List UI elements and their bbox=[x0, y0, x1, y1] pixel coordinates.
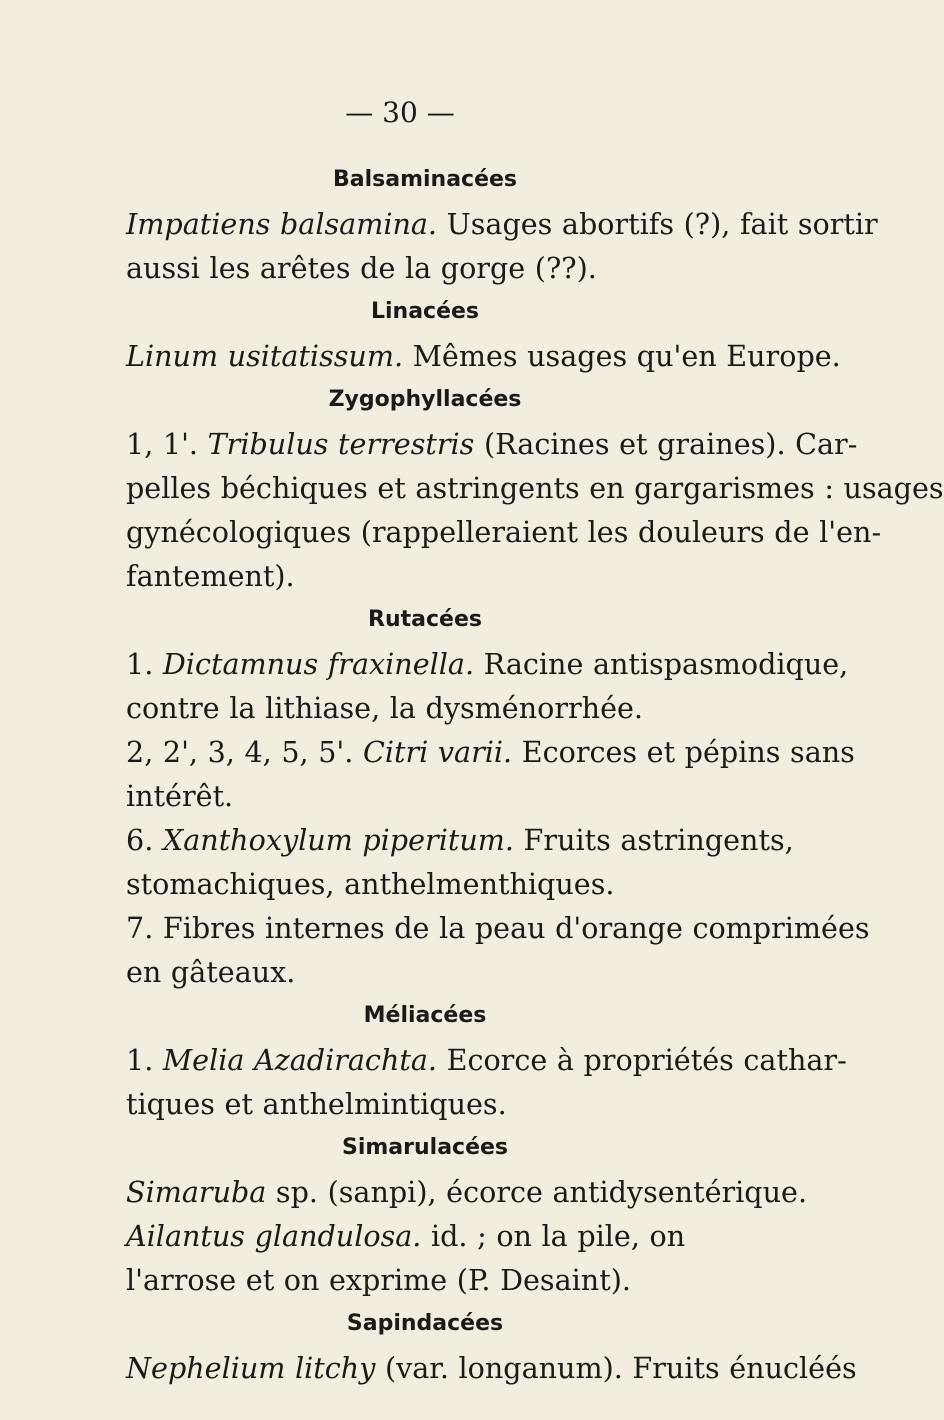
entry-nephelium: Nephelium litchy (var. longanum). Fruits énucléés bbox=[126, 1351, 857, 1385]
section-heading: Méliacées bbox=[363, 1003, 487, 1028]
entry-linum: Linum usitatissum. Mêmes usages qu'en Europe. bbox=[126, 339, 841, 373]
entry-citri: 2, 2', 3, 4, 5, 5'. Citri varii. Ecorces et pépins sans intérêt. bbox=[126, 735, 855, 813]
section-heading: Simarulacées bbox=[341, 1135, 509, 1160]
entry-dictamnus: 1. Dictamnus fraxinella. Racine antispasmodique, contre la lithiase, la dysménorrhée. bbox=[126, 647, 849, 725]
section-heading: Rutacées bbox=[368, 607, 482, 632]
content bbox=[105, 158, 944, 1390]
page-number: — 30 — bbox=[345, 96, 455, 129]
section-heading: Balsaminacées bbox=[332, 167, 518, 192]
section-heading: Sapindacées bbox=[346, 1311, 504, 1336]
entry-xanthoxylum: 6. Xanthoxylum piperitum. Fruits astringents, stomachiques, anthelmenthiques. bbox=[126, 823, 794, 901]
entry-impatiens: Impatiens balsamina. Usages abortifs (?), fait sortir aussi les arêtes de la gorge (??). bbox=[126, 207, 878, 285]
entry-melia: 1. Melia Azadirachta. Ecorce à propriétés cathar- tiques et anthelmintiques. bbox=[126, 1043, 847, 1121]
entry-ailantus: Ailantus glandulosa. id. ; on la pile, on l'arrose et on exprime (P. Desaint). bbox=[126, 1219, 686, 1297]
entry-tribulus: 1, 1'. Tribulus terrestris (Racines et graines). Car- pelles béchiques et astringents en gargarismes : usages gynécologiques (rappelleraient les douleurs de l'en- fantement). bbox=[126, 427, 944, 593]
entry-simaruba: Simaruba sp. (sanpi), écorce antidysentérique. bbox=[126, 1175, 808, 1209]
section-heading: Linacées bbox=[370, 299, 480, 324]
entry-fibres: 7. Fibres internes de la peau d'orange comprimées en gâteaux. bbox=[126, 911, 870, 989]
section-heading: Zygophyllacées bbox=[328, 387, 522, 412]
